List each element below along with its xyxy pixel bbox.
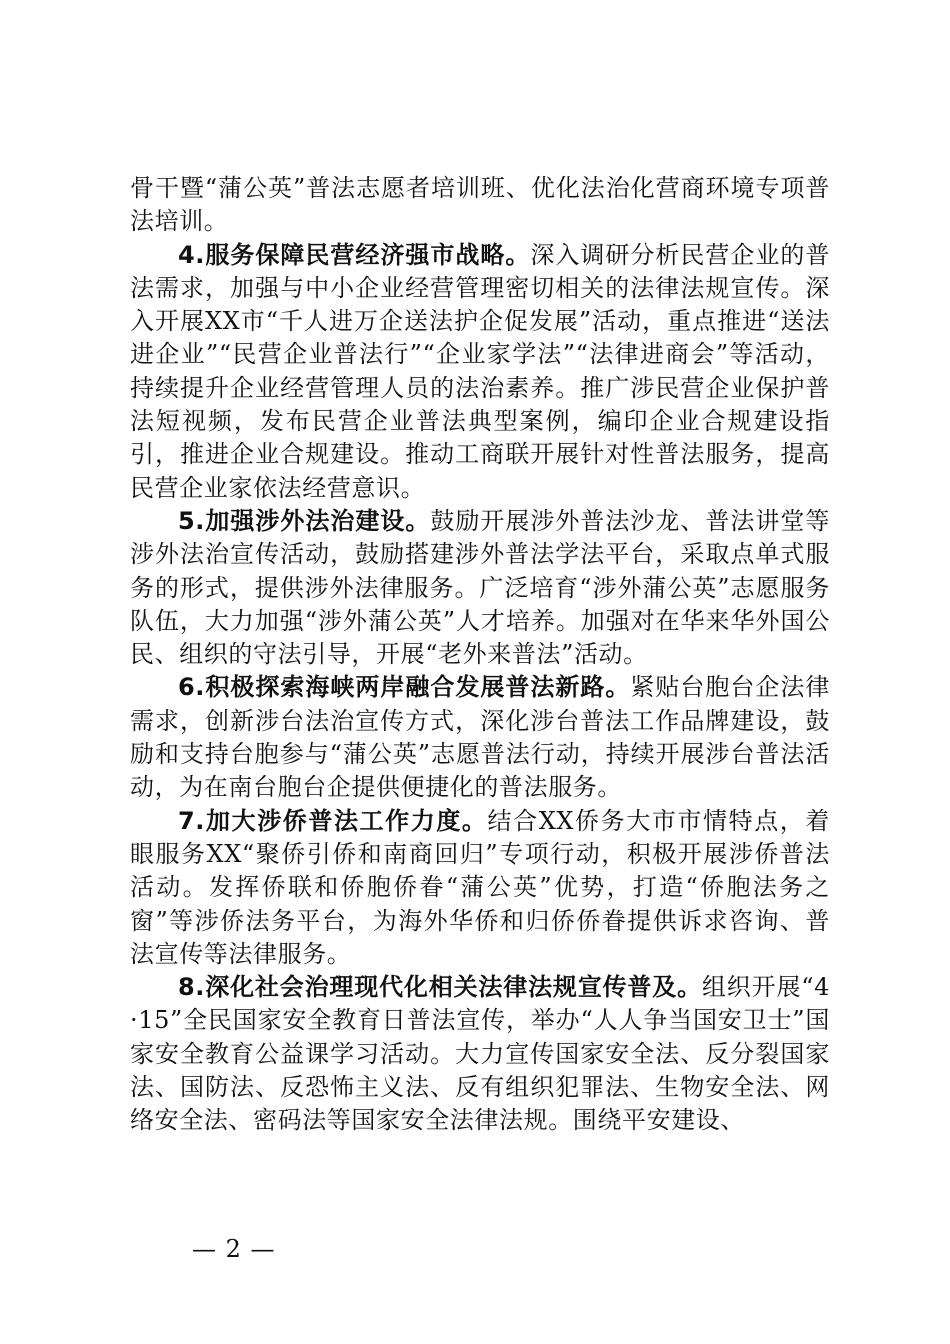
paragraph-item-8 [130, 971, 830, 1137]
paragraph-text: 骨干暨“蒲公英”普法志愿者培训班、优化法治化营商环境专项普法培训。 [130, 174, 830, 236]
paragraph-text: 结合XX侨务大市市情特点，着眼服务XX“聚侨引侨和南商回归”专项行动，积极开展涉侨普法活动。发挥侨联和侨胞侨眷“蒲公英”优势，打造“侨胞法务之窗”等涉侨法务平台，为海外华侨和归侨侨眷提供诉求咨询、普法宣传等法律服务。 [130, 806, 830, 968]
document-body [130, 172, 830, 1138]
paragraph-continuation [130, 172, 830, 239]
paragraph-item-6 [130, 671, 830, 804]
paragraph-heading: 7.加大涉侨普法工作力度。 [178, 806, 488, 835]
paragraph-text: 组织开展“4·15”全民国家安全教育日普法宣传，举办“人人争当国安卫士”国家安全教育公益课学习活动。大力宣传国家安全法、反分裂国家法、国防法、反恐怖主义法、反有组织犯罪法、生物安全法、网络安全法、密码法等国家安全法律法规。围绕平安建设、 [130, 973, 831, 1135]
paragraph-item-7 [130, 805, 830, 971]
paragraph-heading: 5.加强涉外法治建设。 [178, 506, 431, 535]
paragraph-text: 紧贴台胞台企法律需求，创新涉台法治宣传方式，深化涉台普法工作品牌建设，鼓励和支持台胞参与“蒲公英”志愿普法行动，持续开展涉台普法活动，为在南台胞台企提供便捷化的普法服务。 [130, 673, 830, 802]
paragraph-text: 深入调研分析民营企业的普法需求，加强与中小企业经营管理密切相关的法律法规宣传。深入开展XX市“千人进万企送法护企促发展”活动，重点推进“送法进企业”“民营企业普法行”“企业家学法”“法律进商会”等活动，持续提升企业经营管理人员的法治素养。推广涉民营企业保护普法短视频，发布民营企业普法典型案例，编印企业合规建设指引，推进企业合规建设。推动工商联开展针对性普法服务，提高民营企业家依法经营意识。 [130, 240, 830, 502]
paragraph-text: 鼓励开展涉外普法沙龙、普法讲堂等涉外法治宣传活动，鼓励搭建涉外普法学法平台，采取点单式服务的形式，提供涉外法律服务。广泛培育“涉外蒲公英”志愿服务队伍，大力加强“涉外蒲公英”人才培养。加强对在华来华外国公民、组织的守法引导，开展“老外来普法”活动。 [130, 506, 830, 669]
paragraph-item-5 [130, 505, 830, 671]
paragraph-heading: 6.积极探索海峡两岸融合发展普法新路。 [178, 673, 631, 702]
paragraph-item-4 [130, 239, 830, 505]
paragraph-heading: 8.深化社会治理现代化相关法律法规宣传普及。 [178, 973, 702, 1002]
paragraph-heading: 4.服务保障民营经济强市战略。 [178, 240, 531, 269]
page-number: — 2 — [192, 1235, 276, 1263]
